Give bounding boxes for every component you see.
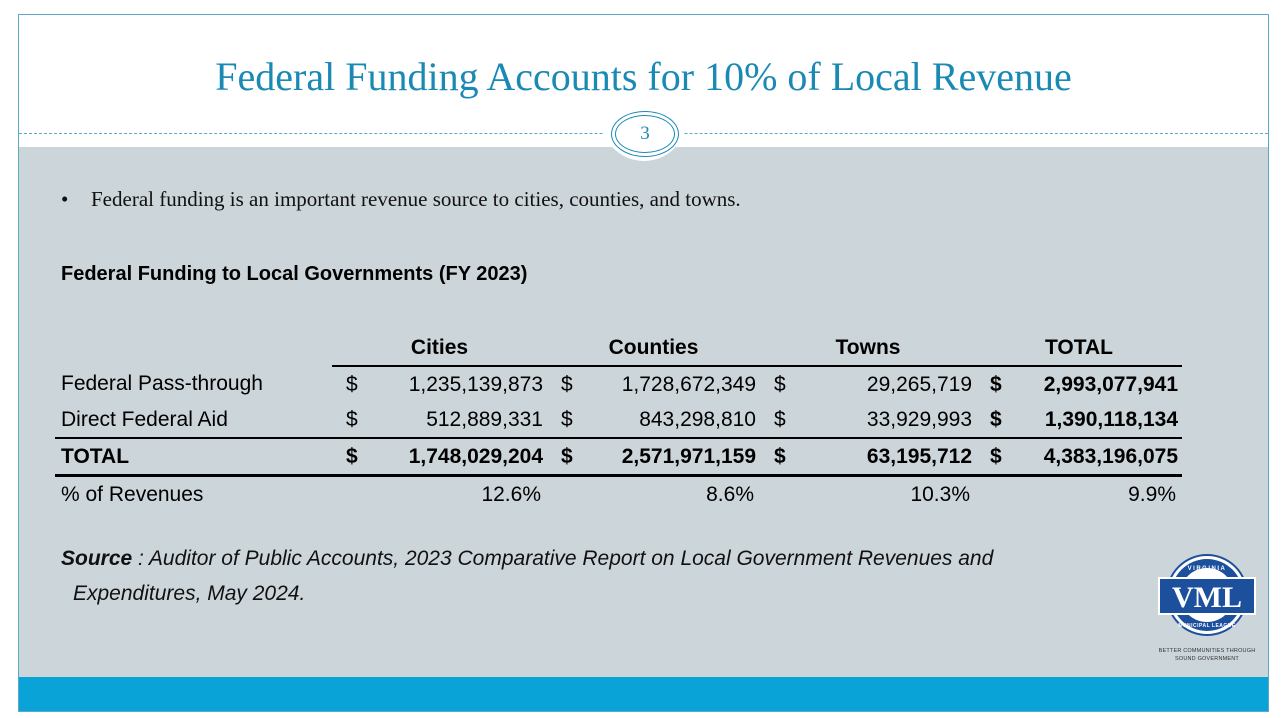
source-note — [61, 541, 1141, 611]
vml-logo-mark — [1155, 551, 1259, 645]
currency-symbol: $ — [346, 407, 358, 431]
bullet-text: Federal funding is an important revenue source to cities, counties, and towns. — [91, 187, 741, 211]
cell-value: 1,728,672,349 — [621, 372, 756, 396]
cell-total — [976, 402, 1182, 438]
table-row — [55, 366, 1182, 402]
cell-counties — [547, 438, 760, 476]
currency-symbol: $ — [346, 372, 358, 396]
cell-counties: 8.6% — [706, 482, 754, 506]
bullet-point — [61, 187, 741, 212]
cell-towns — [760, 366, 976, 402]
footer-bar — [19, 677, 1268, 711]
cell-value: 1,235,139,873 — [408, 372, 543, 396]
cell-value: 1,390,118,134 — [1044, 407, 1178, 431]
cell-cities — [332, 402, 547, 438]
header-blank — [55, 330, 332, 366]
cell-value: 2,993,077,941 — [1043, 372, 1178, 396]
row-label: Federal Pass-through — [61, 372, 263, 395]
table-total-row — [55, 438, 1182, 476]
cell-value: 512,889,331 — [426, 407, 543, 431]
logo-ring-top: VIRGINIA — [1187, 566, 1227, 572]
cell-value: 4,383,196,075 — [1043, 444, 1178, 468]
row-label: % of Revenues — [61, 482, 204, 506]
currency-symbol: $ — [561, 444, 573, 468]
logo-text: VML — [1172, 581, 1242, 614]
cell-value: 843,298,810 — [639, 407, 756, 431]
slide — [18, 14, 1269, 712]
table-row — [55, 402, 1182, 438]
header-counties: Counties — [547, 330, 760, 366]
logo-tagline — [1149, 647, 1265, 663]
cell-towns — [760, 402, 976, 438]
cell-towns: 10.3% — [910, 482, 970, 506]
cell-cities — [332, 438, 547, 476]
bullet-icon: • — [61, 187, 69, 211]
cell-value: 1,748,029,204 — [408, 444, 543, 468]
cell-total — [976, 438, 1182, 476]
currency-symbol: $ — [346, 444, 358, 468]
source-line-1: : Auditor of Public Accounts, 2023 Comparative Report on Local Government Revenues and — [132, 547, 994, 570]
currency-symbol: $ — [774, 407, 786, 431]
cell-towns — [760, 438, 976, 476]
cell-total — [976, 366, 1182, 402]
cell-cities: 12.6% — [481, 482, 541, 506]
cell-cities — [332, 366, 547, 402]
federal-funding-table — [55, 330, 1182, 512]
table-pct-row — [55, 476, 1182, 513]
table-title: Federal Funding to Local Governments (FY 2023) — [61, 263, 528, 285]
cell-total: 9.9% — [1128, 482, 1176, 506]
currency-symbol: $ — [990, 372, 1002, 396]
cell-value: 63,195,712 — [866, 444, 972, 468]
header-cities: Cities — [332, 330, 547, 366]
row-label: TOTAL — [55, 438, 332, 476]
cell-counties — [547, 402, 760, 438]
slide-title: Federal Funding Accounts for 10% of Local Revenue — [215, 54, 1072, 99]
source-line-2: Expenditures, May 2024. — [73, 582, 306, 605]
vml-logo — [1155, 551, 1259, 661]
header-towns: Towns — [760, 330, 976, 366]
currency-symbol: $ — [774, 372, 786, 396]
source-label: Source — [61, 547, 133, 570]
row-label: Direct Federal Aid — [61, 407, 228, 431]
currency-symbol: $ — [561, 407, 573, 431]
cell-value: 33,929,993 — [866, 407, 972, 431]
currency-symbol: $ — [990, 407, 1002, 431]
logo-ring-bottom: MUNICIPAL LEAGUE — [1178, 623, 1236, 629]
table-header-row — [55, 330, 1182, 366]
cell-value: 2,571,971,159 — [621, 444, 756, 468]
logo-tagline-1: BETTER COMMUNITIES THROUGH — [1158, 648, 1256, 654]
cell-value: 29,265,719 — [866, 372, 972, 396]
cell-counties — [547, 366, 760, 402]
currency-symbol: $ — [561, 372, 573, 396]
header-total: TOTAL — [976, 330, 1182, 366]
logo-tagline-2: SOUND GOVERNMENT — [1174, 656, 1239, 662]
page-number: 3 — [615, 115, 675, 153]
currency-symbol: $ — [990, 444, 1002, 468]
currency-symbol: $ — [774, 444, 786, 468]
